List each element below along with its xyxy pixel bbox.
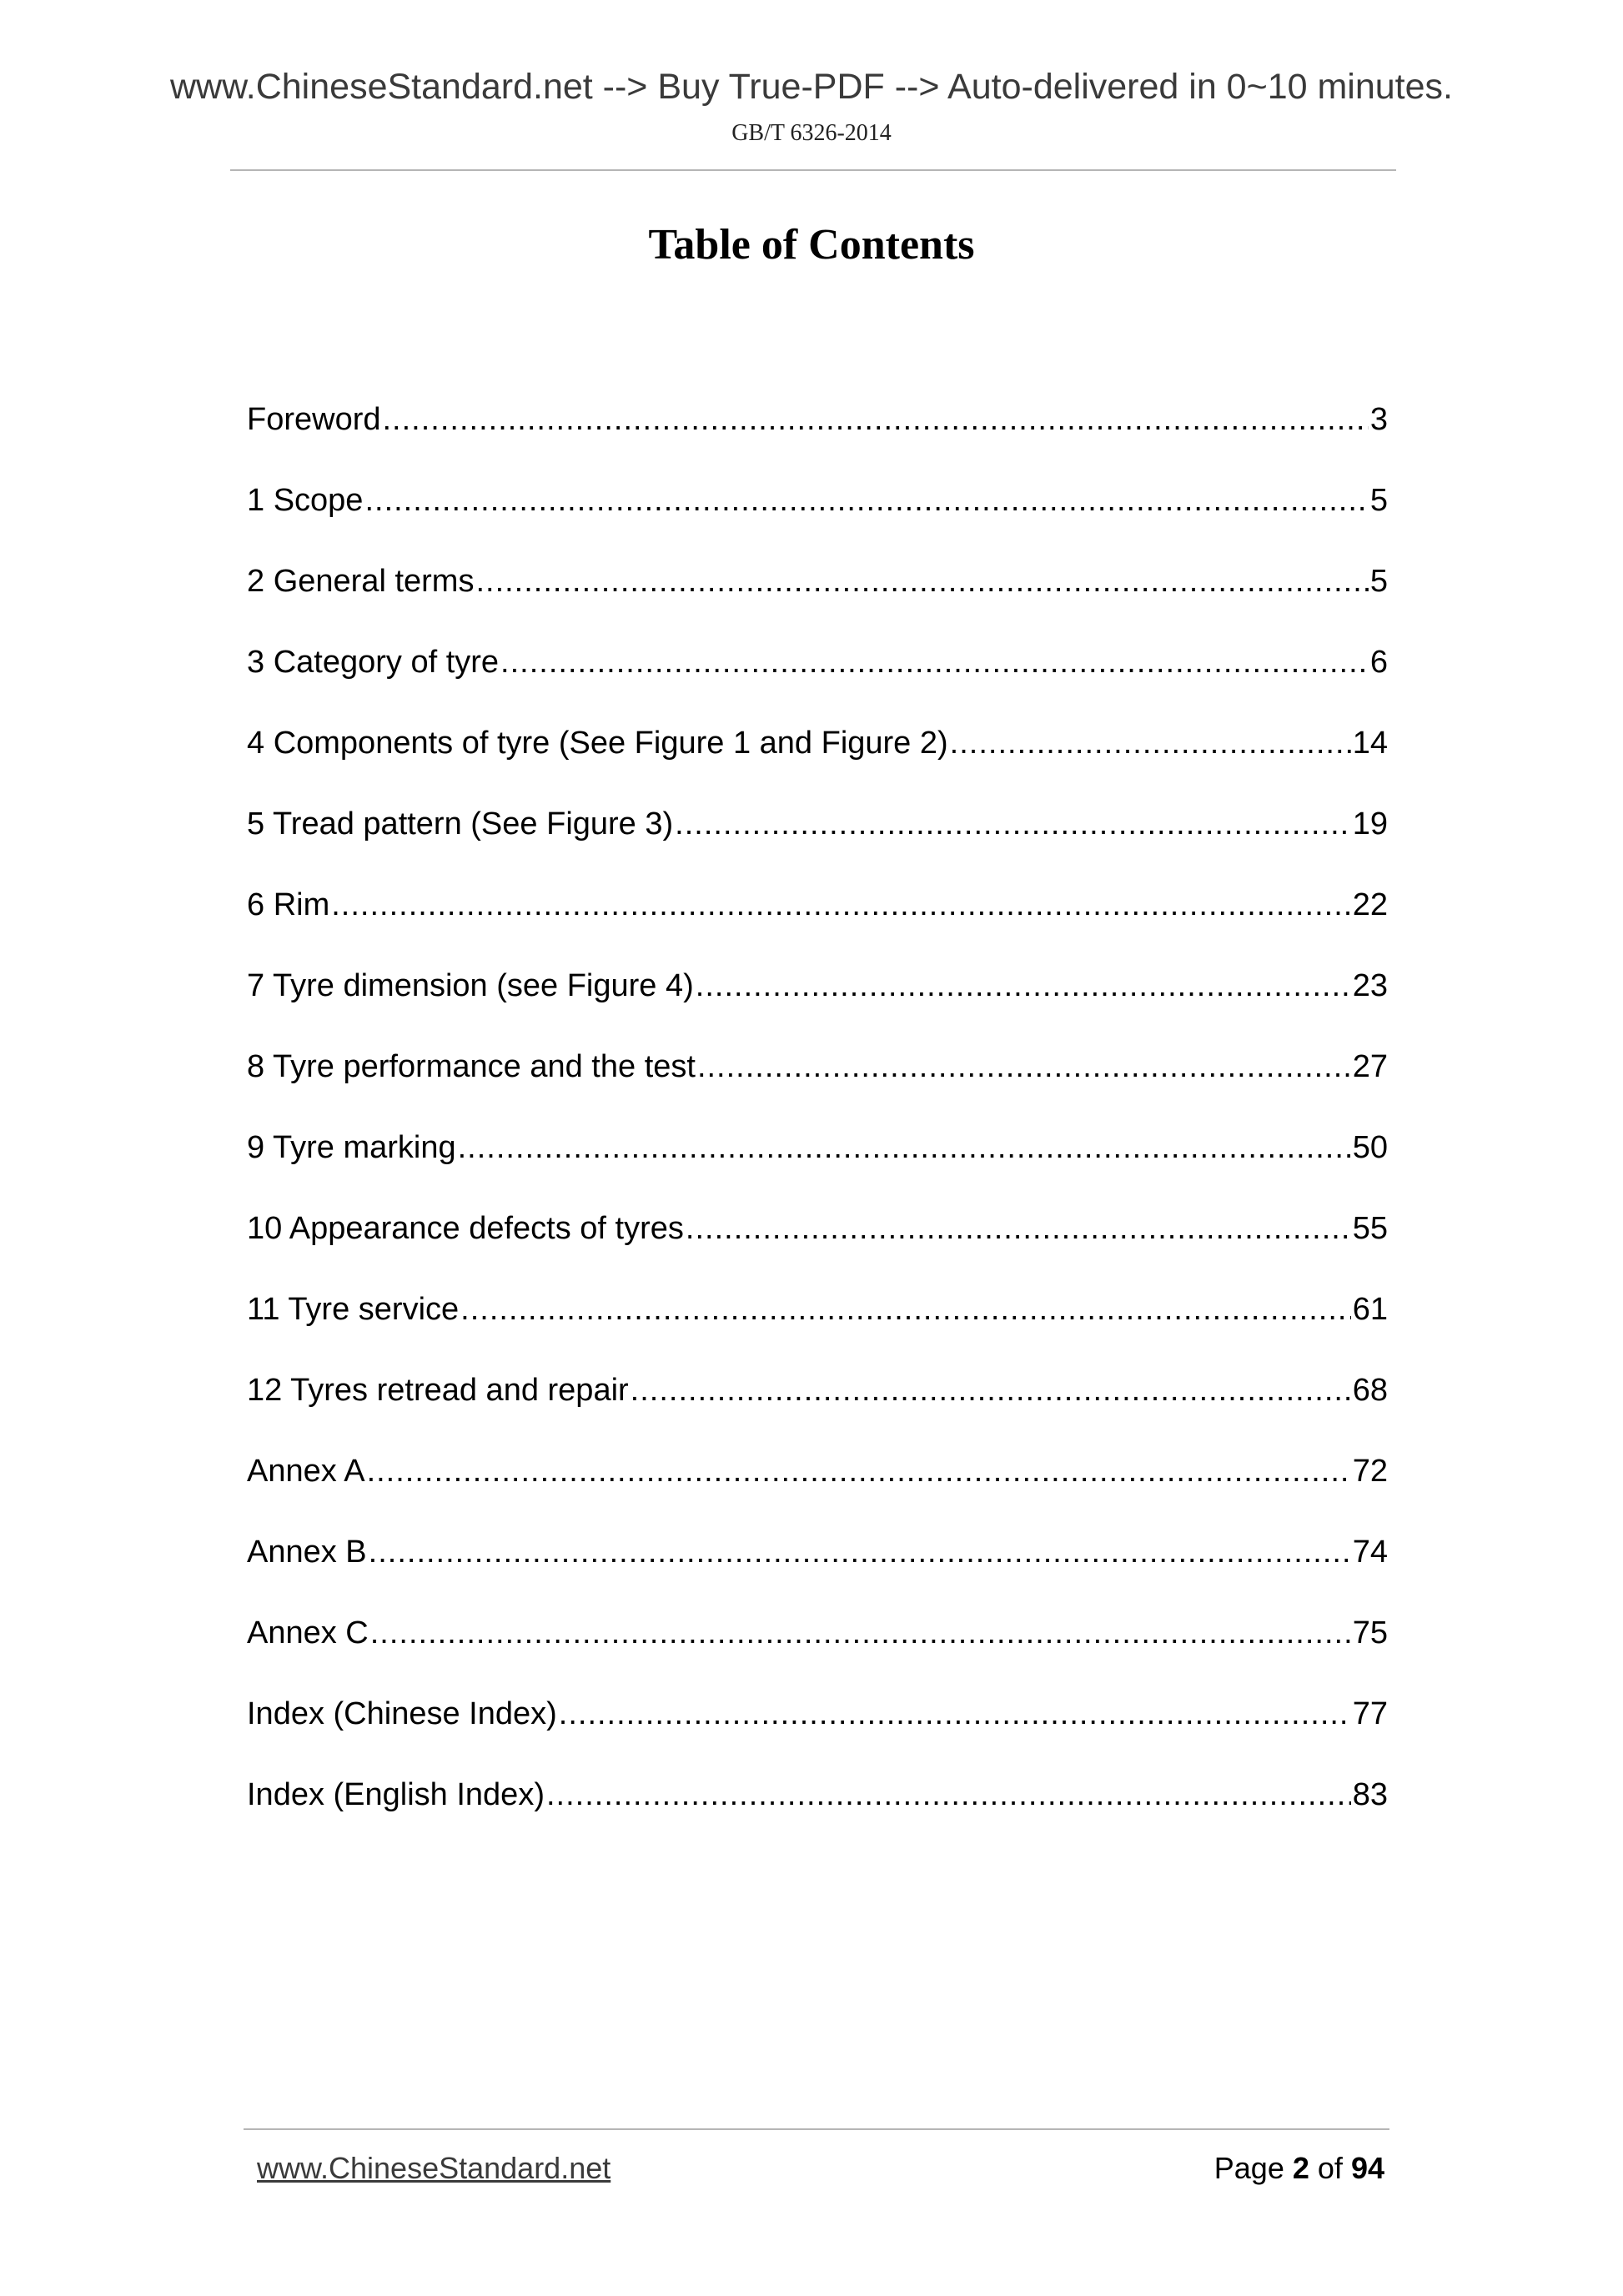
page-title: Table of Contents <box>648 221 975 269</box>
toc-entry-page-number[interactable]: 75 <box>1352 1615 1388 1650</box>
toc-dot-leader <box>559 1693 1351 1735</box>
toc-entry[interactable] <box>247 1654 1388 1735</box>
toc-entry-label[interactable]: 12 Tyres retread and repair <box>247 1373 629 1408</box>
toc-entry[interactable] <box>247 440 1388 521</box>
toc-entry-page-number[interactable]: 3 <box>1369 402 1388 437</box>
toc-dot-leader <box>697 1046 1351 1088</box>
toc-entry-page-number[interactable]: 19 <box>1352 806 1388 842</box>
toc-dot-leader <box>460 1289 1351 1330</box>
toc-entry-label[interactable]: 2 General terms <box>247 564 475 599</box>
toc-entry[interactable] <box>247 1088 1388 1168</box>
toc-dot-leader <box>475 560 1368 602</box>
toc-entry-label[interactable]: Annex C <box>247 1615 369 1650</box>
toc-dot-leader <box>458 1127 1351 1168</box>
toc-dot-leader <box>546 1774 1351 1816</box>
toc-entry-label[interactable]: 4 Components of tyre (See Figure 1 and Figure 2) <box>247 726 948 761</box>
toc-entry[interactable] <box>247 1492 1388 1573</box>
toc-dot-leader <box>950 722 1351 764</box>
toc-entry[interactable] <box>247 1411 1388 1492</box>
toc-entry[interactable] <box>247 683 1388 764</box>
toc-dot-leader <box>696 965 1351 1007</box>
toc-entry-page-number[interactable]: 74 <box>1352 1535 1388 1570</box>
site-link[interactable]: www.ChineseStandard.net <box>257 2151 611 2185</box>
toc-entry[interactable] <box>247 359 1388 440</box>
purchase-banner: www.ChineseStandard.net --> Buy True-PDF --> Auto-delivered in 0~10 minutes. <box>169 67 1453 107</box>
of-word: of <box>1317 2151 1343 2185</box>
toc-entry[interactable] <box>247 1735 1388 1816</box>
toc-dot-leader <box>364 480 1368 521</box>
toc-entry-label[interactable]: Annex A <box>247 1454 365 1489</box>
toc-entry[interactable] <box>247 845 1388 926</box>
toc-entry-label[interactable]: 10 Appearance defects of tyres <box>247 1211 684 1246</box>
toc-entry-page-number[interactable]: 77 <box>1352 1696 1388 1731</box>
toc-entry-page-number[interactable]: 83 <box>1352 1777 1388 1812</box>
toc-entry-label[interactable]: Foreword <box>247 402 381 437</box>
toc-entry-page-number[interactable]: 72 <box>1352 1454 1388 1489</box>
toc-entry-label[interactable]: 5 Tread pattern (See Figure 3) <box>247 806 674 842</box>
toc-entry-label[interactable]: 3 Category of tyre <box>247 645 500 680</box>
toc-entry[interactable] <box>247 764 1388 845</box>
toc-dot-leader <box>383 399 1369 440</box>
table-of-contents <box>247 359 1388 1816</box>
toc-dot-leader <box>631 1369 1351 1411</box>
toc-entry-page-number[interactable]: 50 <box>1352 1130 1388 1165</box>
toc-dot-leader <box>370 1612 1351 1654</box>
toc-entry[interactable] <box>247 1007 1388 1088</box>
toc-entry-page-number[interactable]: 22 <box>1352 887 1388 922</box>
page-indicator <box>1214 2148 1384 2189</box>
toc-entry-label[interactable]: 11 Tyre service <box>247 1292 460 1327</box>
toc-entry[interactable] <box>247 926 1388 1007</box>
toc-entry-page-number[interactable]: 27 <box>1352 1049 1388 1084</box>
toc-entry-label[interactable]: 8 Tyre performance and the test <box>247 1049 696 1084</box>
toc-dot-leader <box>500 641 1369 683</box>
toc-entry-label[interactable]: Annex B <box>247 1535 367 1570</box>
toc-entry[interactable] <box>247 1249 1388 1330</box>
toc-entry-label[interactable]: Index (English Index) <box>247 1777 545 1812</box>
toc-dot-leader <box>675 803 1351 845</box>
toc-entry-page-number[interactable]: 55 <box>1352 1211 1388 1246</box>
toc-entry-label[interactable]: 6 Rim <box>247 887 330 922</box>
toc-entry-page-number[interactable]: 5 <box>1369 483 1388 518</box>
page-footer <box>257 2148 1384 2189</box>
toc-entry[interactable] <box>247 1168 1388 1249</box>
toc-entry-page-number[interactable]: 23 <box>1352 968 1388 1003</box>
toc-entry-page-number[interactable]: 14 <box>1352 726 1388 761</box>
toc-dot-leader <box>686 1208 1351 1249</box>
toc-entry-page-number[interactable]: 68 <box>1352 1373 1388 1408</box>
toc-dot-leader <box>367 1450 1351 1492</box>
footer-divider <box>244 2128 1389 2130</box>
toc-entry-label[interactable]: 7 Tyre dimension (see Figure 4) <box>247 968 694 1003</box>
toc-entry-label[interactable]: Index (Chinese Index) <box>247 1696 557 1731</box>
toc-entry-label[interactable]: 9 Tyre marking <box>247 1130 456 1165</box>
toc-entry[interactable] <box>247 602 1388 683</box>
toc-entry-page-number[interactable]: 6 <box>1369 645 1388 680</box>
page-word: Page <box>1213 2151 1284 2185</box>
total-pages-number: 94 <box>1350 2151 1384 2185</box>
toc-dot-leader <box>331 884 1350 926</box>
toc-entry-page-number[interactable]: 61 <box>1352 1292 1388 1327</box>
standard-code: GB/T 6326-2014 <box>731 120 892 146</box>
toc-dot-leader <box>369 1531 1351 1573</box>
toc-entry-label[interactable]: 1 Scope <box>247 483 364 518</box>
current-page-number: 2 <box>1292 2151 1309 2185</box>
toc-entry[interactable] <box>247 521 1388 602</box>
toc-entry[interactable] <box>247 1573 1388 1654</box>
header-divider <box>230 169 1396 171</box>
toc-entry[interactable] <box>247 1330 1388 1411</box>
toc-entry-page-number[interactable]: 5 <box>1369 564 1388 599</box>
